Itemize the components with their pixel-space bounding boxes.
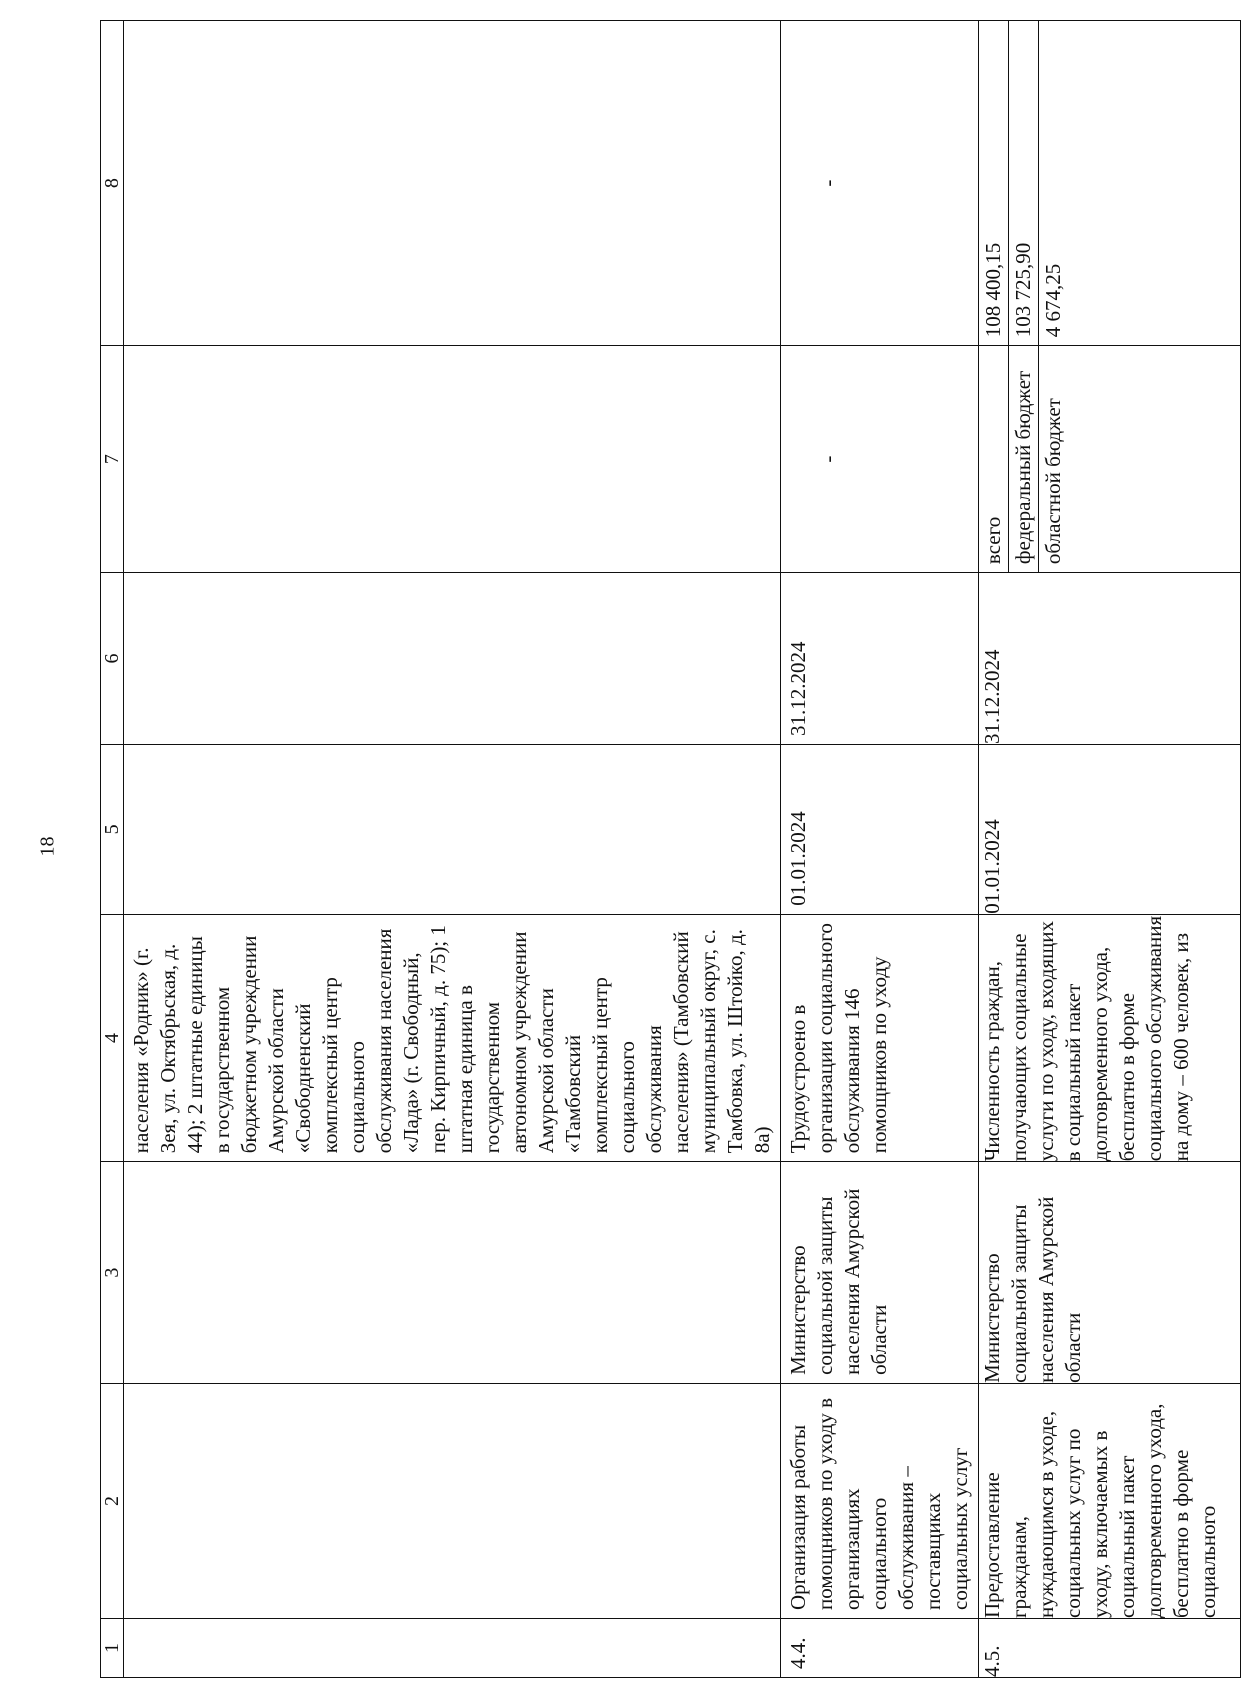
finance-amount-federal: 103 725,90 <box>1009 21 1039 345</box>
header-col-2: 2 <box>101 1383 124 1618</box>
finance-source-federal: федеральный бюджет <box>1009 346 1039 572</box>
cell-source <box>124 346 781 573</box>
cell-num <box>124 1618 781 1677</box>
header-col-4: 4 <box>101 914 124 1162</box>
finance-source-regional: областной бюджет <box>1041 398 1065 565</box>
cell-result: Трудоустроено в организации социального обслуживания 146 помощников по уходу <box>781 914 979 1162</box>
finance-amount-total: 108 400,15 <box>979 21 1009 345</box>
cell-end: 31.12.2024 <box>781 573 979 745</box>
cell-name: Организация работы помощников по уходу в организациях социального обслуживания – поставщиках социальных услуг <box>781 1383 979 1618</box>
cell-amount <box>124 21 781 346</box>
header-col-5: 5 <box>101 744 124 914</box>
cell-end: 31.12.2024 <box>979 573 1241 745</box>
header-col-3: 3 <box>101 1162 124 1384</box>
cell-result: Численность граждан, получающих социальные услуги по уходу, входящих в социальный пакет долговременного ухода, бесплатно в форме социального обслуживания на дому – 600 человек, из <box>979 914 1241 1162</box>
cell-start: 01.01.2024 <box>781 744 979 914</box>
cell-start: 01.01.2024 <box>979 744 1241 914</box>
rotated-page <box>100 20 1220 1678</box>
finance-amount-regional: 4 674,25 <box>1041 263 1065 338</box>
header-row <box>101 21 124 1678</box>
cell-result: населения «Родник» (г. Зея, ул. Октябрьская, д. 44); 2 штатные единицы в государственном бюджетном учреждении Амурской области «Свободненский комплексный центр социального обслуживания населения «Лада» (г. Свободный, пер. Кирпичный, д. 75); 1 штатная единица в государственном автономном учреждении Амурской области «Тамбовский комплексный центр социального обслуживания населения» (Тамбовский муниципальный округ, с. Тамбовка, ул. Штойко, д. 8а) <box>124 914 781 1162</box>
cell-source: - <box>781 346 979 573</box>
table-row <box>124 21 781 1678</box>
page-number: 18 <box>36 836 59 857</box>
finance-amount-table <box>979 21 1068 345</box>
table-row <box>979 21 1241 1678</box>
cell-name <box>124 1383 781 1618</box>
cell-amount <box>979 21 1241 346</box>
cell-start <box>124 744 781 914</box>
cell-executor <box>124 1162 781 1384</box>
cell-name: Предоставление гражданам, нуждающимся в уходе, социальных услуг по уходу, включаемых в социальный пакет долговременного ухода, бесплатно в форме социального <box>979 1383 1241 1618</box>
cell-source <box>979 346 1241 573</box>
cell-num: 4.5. <box>979 1618 1241 1677</box>
header-col-8: 8 <box>101 21 124 346</box>
finance-source-total: всего <box>979 346 1009 572</box>
cell-num: 4.4. <box>781 1618 979 1677</box>
header-col-7: 7 <box>101 346 124 573</box>
header-col-6: 6 <box>101 573 124 745</box>
cell-end <box>124 573 781 745</box>
cell-executor: Министерство социальной защиты населения Амурской области <box>781 1162 979 1384</box>
header-col-1: 1 <box>101 1618 124 1677</box>
cell-amount: - <box>781 21 979 346</box>
program-table <box>100 20 1241 1678</box>
finance-source-table <box>979 346 1068 572</box>
cell-executor: Министерство социальной защиты населения Амурской области <box>979 1162 1241 1384</box>
table-row <box>781 21 979 1678</box>
